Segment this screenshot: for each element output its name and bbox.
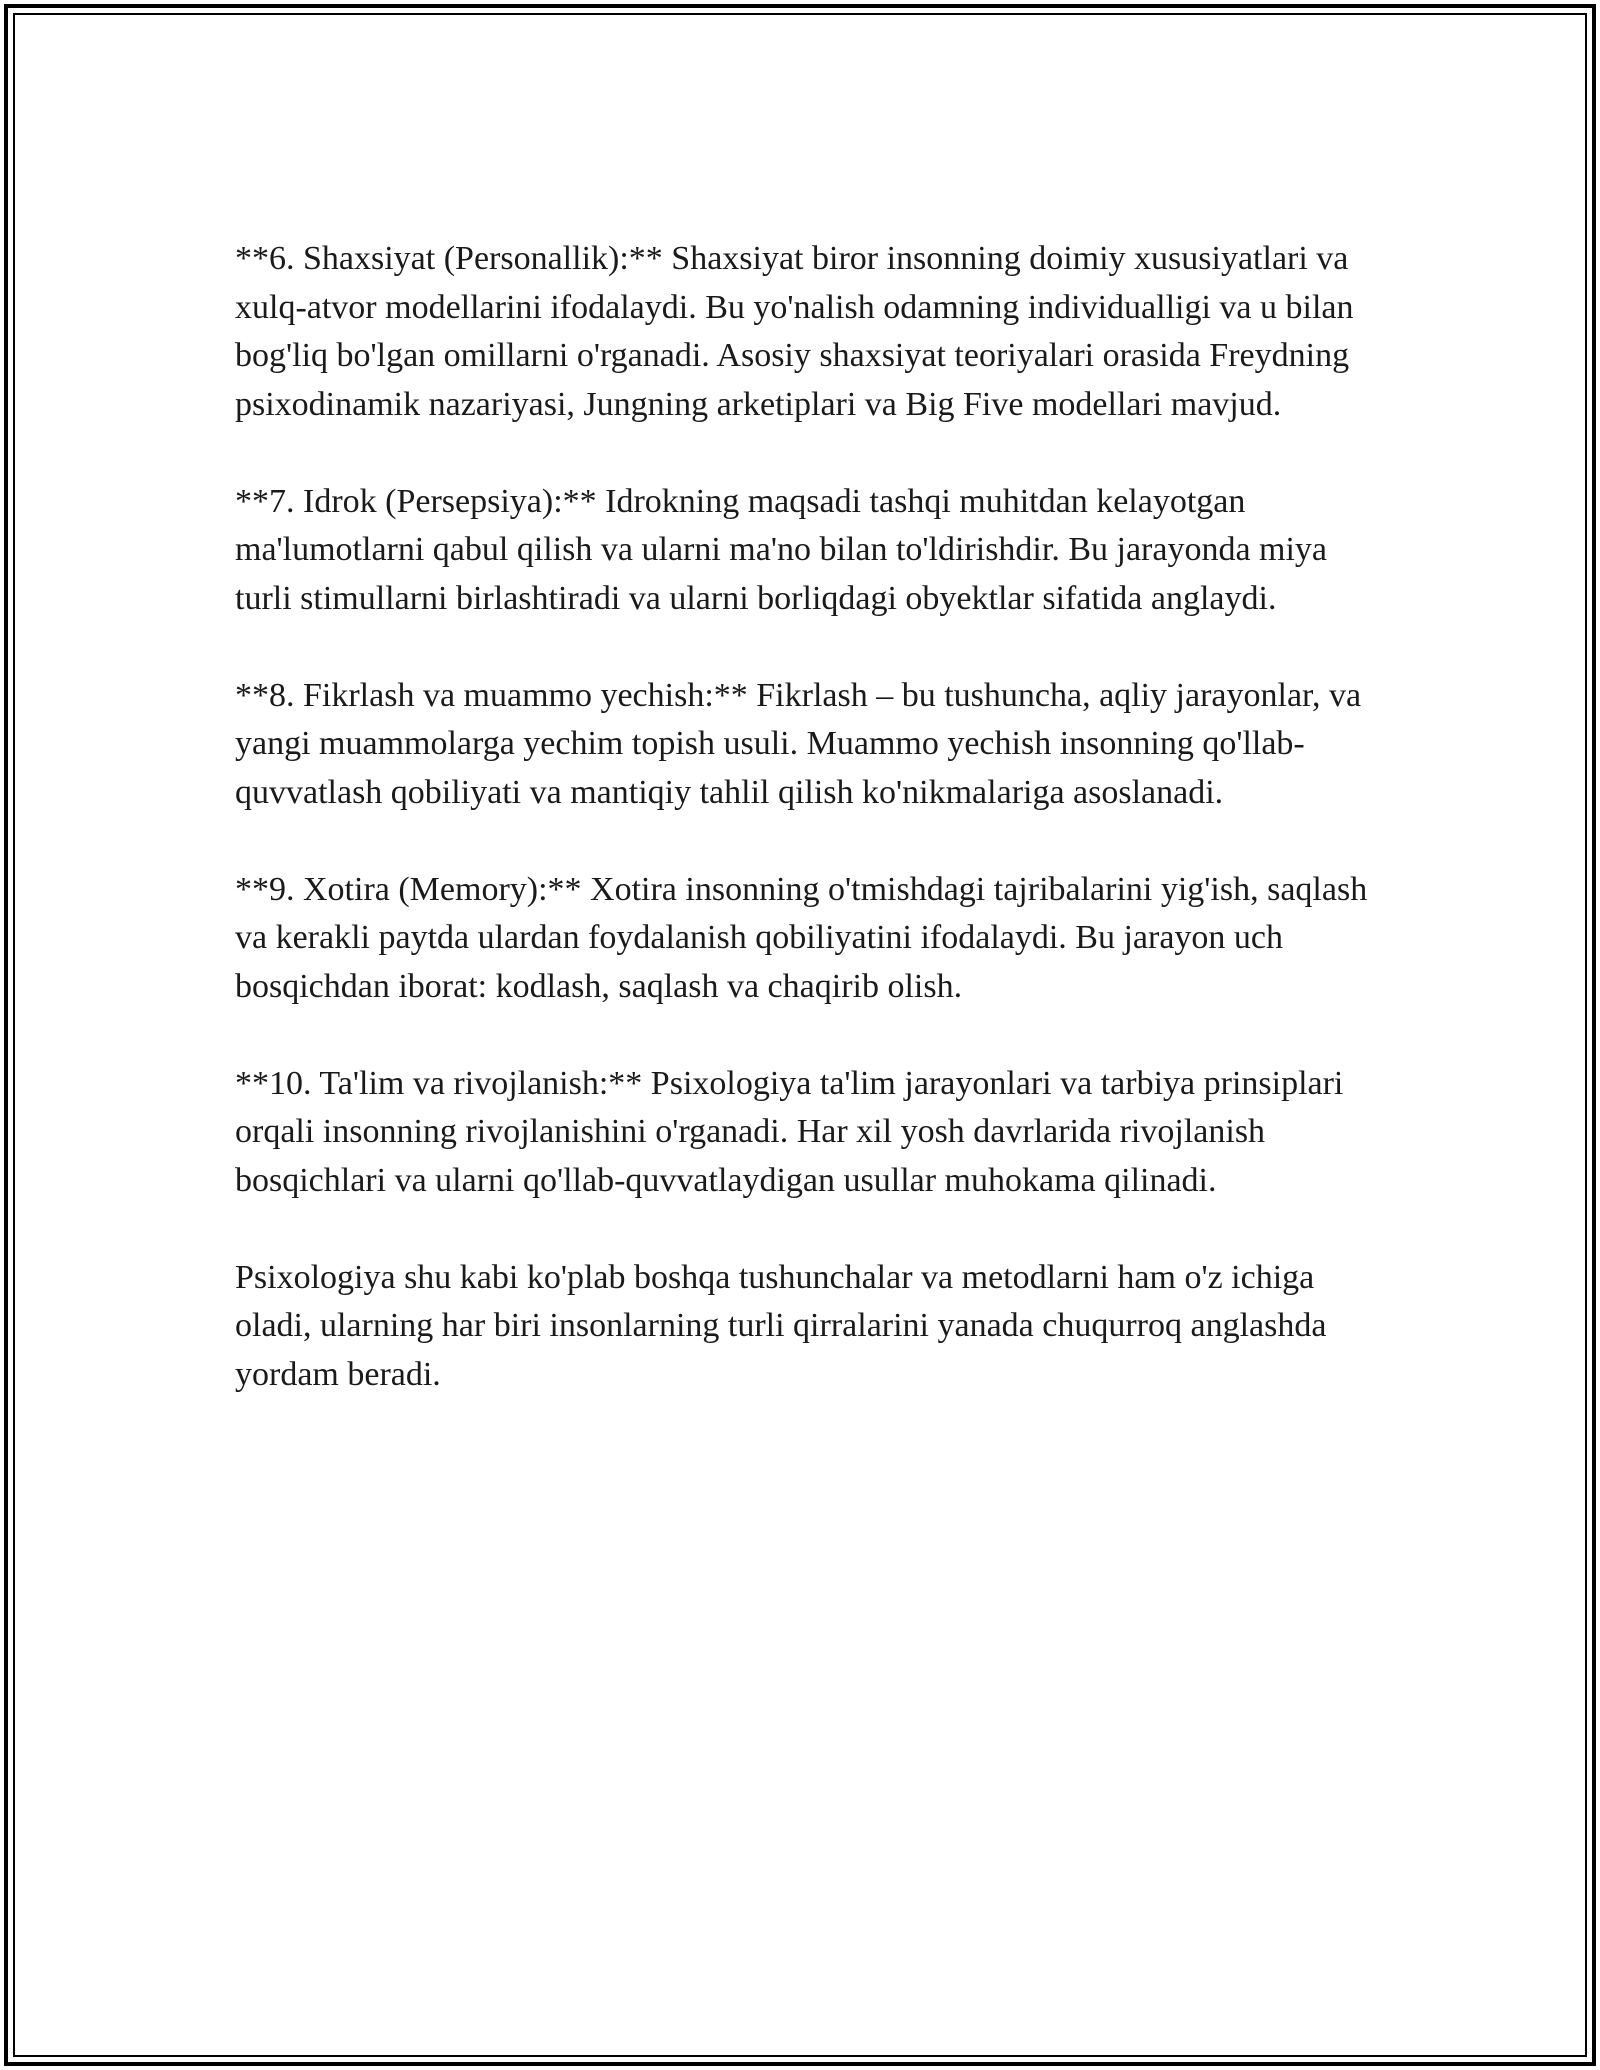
document-body (235, 235, 1385, 1448)
paragraph-thinking: **8. Fikrlash va muammo yechish:** Fikrlash – bu tushuncha, aqliy jarayonlar, va yangi muammolarga yechim topish usuli. Muammo yechish insonning qo'llab-quvvatlash qobiliyati va mantiqiy tahlil qilish ko'nikmalariga asoslanadi. (235, 676, 1362, 811)
paragraph-conclusion: Psixologiya shu kabi ko'plab boshqa tushunchalar va metodlarni ham o'z ichiga oladi, ularning har biri insonlarning turli qirralarini yanada chuqurroq anglashda yordam beradi. (235, 1258, 1327, 1393)
paragraph-learning: **10. Ta'lim va rivojlanish:** Psixologiya ta'lim jarayonlari va tarbiya prinsiplari orqali insonning rivojlanishini o'rganadi. Har xil yosh davrlarida rivojlanish bosqichlari va ularni qo'llab-quvvatlaydigan usullar muhokama qilinadi. (235, 1064, 1344, 1199)
paragraph-personality: **6. Shaxsiyat (Personallik):** Shaxsiyat biror insonning doimiy xususiyatlari va xulq-atvor modellarini ifodalaydi. Bu yo'nalish odamning individualligi va u bilan bog'liq bo'lgan omillarni o'rganadi. Asosiy shaxsiyat teoriyalari orasida Freydning psixodinamik nazariyasi, Jungning arketiplari va Big Five modellari mavjud. (235, 240, 1354, 423)
paragraph-memory: **9. Xotira (Memory):** Xotira insonning o'tmishdagi tajribalarini yig'ish, saqlash va kerakli paytda ulardan foydalanish qobiliyatini ifodalaydi. Bu jarayon uch bosqichdan iborat: kodlash, saqlash va chaqirib olish. (235, 870, 1368, 1005)
paragraph-perception: **7. Idrok (Persepsiya):** Idrokning maqsadi tashqi muhitdan kelayotgan ma'lumotlarni qabul qilish va ularni ma'no bilan to'ldirishdir. Bu jarayonda miya turli stimullarni birlashtiradi va ularni borliqdagi obyektlar sifatida anglaydi. (235, 482, 1328, 617)
